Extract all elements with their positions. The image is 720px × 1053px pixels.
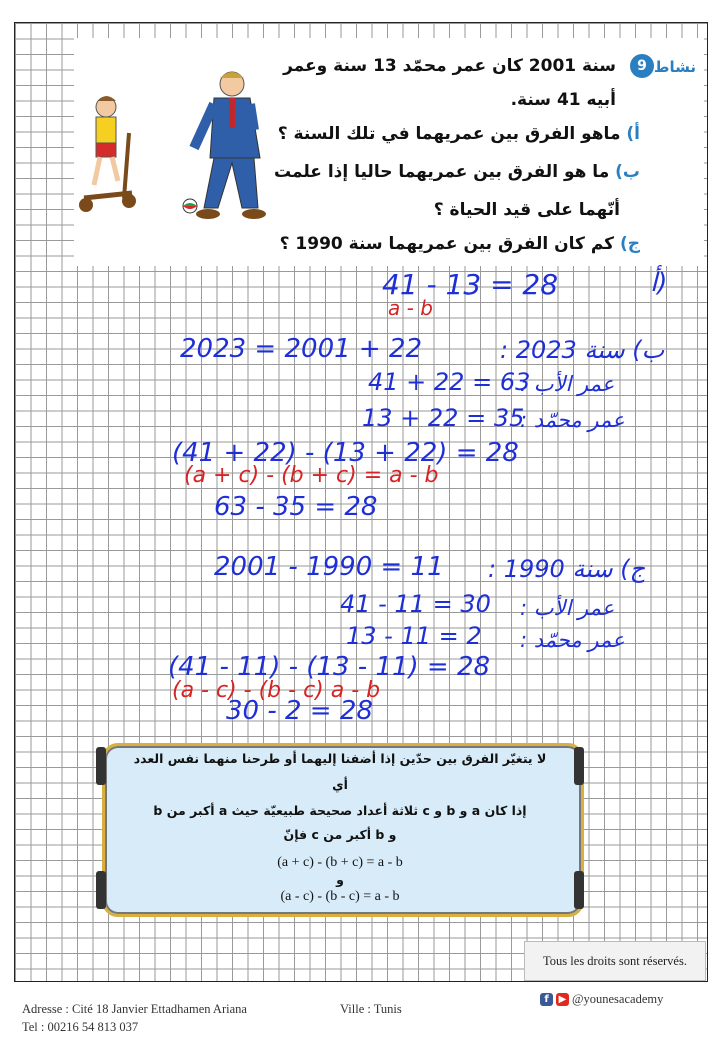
answer-c-father-equation: 41 - 11 = 30 [340,590,491,618]
answer-b-main-equation: (41 + 22) - (13 + 22) = 28 [172,438,519,468]
activity-line-2: أبيه 41 سنة. [510,90,616,110]
facebook-icon[interactable]: f [540,993,553,1006]
answer-c-year-equation: 2001 - 1990 = 11 [214,552,444,582]
child-scooter-illustration [74,93,144,223]
answer-a-label: أ) [650,268,668,298]
answer-b-red-formula: (a + c) - (b + c) = a - b [184,463,439,488]
question-a-letter: أ) [626,124,640,144]
youtube-icon[interactable]: ▶ [556,993,569,1006]
rule-formula-2: (a - c) - (b - c) = a - b [280,889,400,904]
copyright-notice: Tous les droits sont réservés. [524,941,706,981]
answer-b-son-equation: 13 + 22 = 35 [362,404,525,432]
question-c-letter: ج) [619,234,640,254]
answer-c-son-equation: 13 - 11 = 2 [346,622,482,650]
answer-c-label: ج) سنة 1990 : [488,555,646,583]
answer-c-main-equation: (41 - 11) - (13 - 11) = 28 [168,652,491,682]
answer-b-label: ب) سنة 2023 : [500,336,665,364]
question-a [278,124,640,144]
activity-line-1: سنة 2001 كان عمر محمّد 13 سنة وعمر [283,56,616,76]
activity-box [74,38,704,266]
footer-phone: Tel : 00216 54 813 037 [22,1020,139,1034]
question-c-text: كم كان الفرق بين عمريهما سنة 1990 ؟ [279,234,615,254]
question-b-letter: ب) [615,162,640,182]
footer-city: Ville : Tunis [340,1002,402,1016]
question-b-cont: أنّهما على قيد الحياة ؟ [433,200,620,220]
answer-b-result: 63 - 35 = 28 [214,492,378,522]
answer-b-father-label: عمر الأب : [520,372,615,396]
answer-c-father-label: عمر الأب : [520,596,615,620]
footer-social [540,992,663,1007]
question-b [274,162,640,182]
footer-address: Adresse : Cité 18 Janvier Ettadhamen Ariana [22,1002,247,1016]
answer-c-result: 30 - 2 = 28 [226,696,373,726]
question-a-text: ماهو الفرق بين عمريهما في تلك السنة ؟ [277,124,621,144]
rule-box [90,731,590,923]
answer-a-red-note: a - b [388,296,433,320]
rule-line-1: لا يتغيّر الفرق بين حدّين إذا أضفنا إليهما أو طرحنا منهما نفس العدد [133,751,547,766]
rule-line-4: و b أكبر من c فإنّ [283,827,397,842]
rule-line-2: أي [332,777,348,792]
question-b-text: ما هو الفرق بين عمريهما حاليا إذا علمت [273,162,610,182]
answer-a-equation: 41 - 13 = 28 [382,268,559,301]
father-illustration [184,68,284,228]
activity-number-badge: 9 [630,54,654,78]
social-handle[interactable]: @younesacademy [572,992,664,1006]
answer-c-son-label: عمر محمّد : [520,628,625,652]
rule-connector: و [336,872,344,887]
rule-formula-1: (a + c) - (b + c) = a - b [277,855,403,870]
answer-c-red-formula: (a - c) - (b - c) a - b [172,678,381,703]
answer-b-year-equation: 2023 = 2001 + 22 [180,334,423,364]
answer-b-father-equation: 41 + 22 = 63 [368,368,531,396]
ball-icon [182,198,198,214]
answer-b-son-label: عمر محمّد : [520,408,625,432]
rule-line-3: إذا كان a و b و c ثلاثة أعداد صحيحة طبيعيّة حيث a أكبر من b [153,803,527,818]
activity-label: نشاط [653,58,696,76]
question-c [280,234,640,254]
